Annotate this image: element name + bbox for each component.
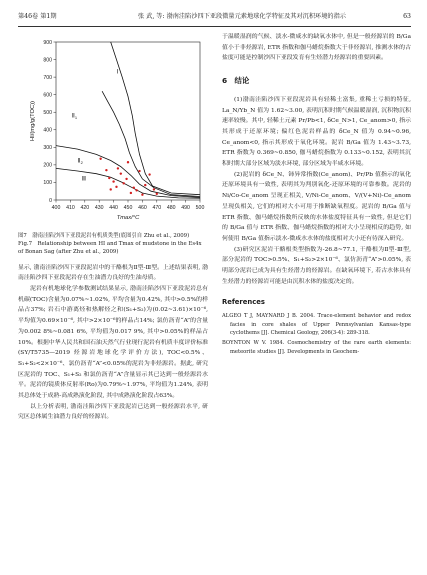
data-point — [115, 186, 117, 188]
data-point — [156, 193, 158, 195]
data-point — [153, 188, 155, 190]
x-tick-label: 490 — [181, 205, 190, 211]
conclusion-paragraph: (1)渤南洼陷沙四下亚段泥岩具有轻稀土富集, 重稀土亏损的特征, La_N/Yb_N 值为 1.62~3.00, 表明沉积时期气候温暖湿润, 沉积物沉积速率较慢。其中, 轻稀土元素 Pr/Pb<1, δCe_N>1, Ce_anom>0, 指示其形成于还原环境; 偏红色泥岩样品的 δCe_N 值为 0.94~0.96, Ce_anom<0, 指示其形成于氧化环境。泥岩 B/Ga 值为 1.43~3.73, ETR 指数为 0.369~0.850, 伽马蜡烷指数为 0.133~0.152, 表明其沉积时期大部分区域为淡水环境, 部分区域为半咸水环境。 — [222, 96, 411, 168]
body-paragraph: 以上分析表明, 渤南洼陷沙四下亚段泥岩已达到一般烃源岩水平, 研究区总体属生油潜力良好的烃源岩。 — [18, 403, 208, 421]
data-point — [144, 184, 146, 186]
boundary-curve — [111, 42, 200, 195]
running-title: 张 武, 等: 渤南洼陷沙四下亚段微量元素地球化学特征及其对沉积环境的指示 — [138, 13, 346, 20]
region-label: Ⅰ — [116, 68, 119, 76]
y-tick-label: 900 — [43, 39, 52, 46]
figure-caption-en: Fig.7 Relationship between HI and Tmax of mudstone in the Es4x of Bonan Sag (after Zhu et al., 2009) — [18, 241, 202, 256]
right-column — [222, 32, 411, 358]
x-tick-label: 450 — [123, 205, 133, 211]
conclusion-paragraph: (2)泥岩的 δCe_N、铈异常指数(Ce_anom)、Pr/Pb 值指示的氧化还原环境具有一致性, 表明其为判别氧化-还原环境的可靠参数。泥岩的 Ni/Co-Ce_anom 呈现正相关, V/Ni-Ce_anom、V/(V+Ni)-Ce_anom 呈现负相关, 它们的相对大小可用于推断缺氧程度。泥岩的 B/Ga 值与 ETR 指数、伽马蜡烷指数所反映的水体盐度特征具有一致性, 但是它们的 B/Ga 值与 ETR 指数、伽马蜡烷指数的相对大小呈现相反的趋势, 如何使用 B/Ga 值指示淡水-微咸水水体的盐度相对大小还有待深入研究。 — [222, 171, 411, 242]
body-paragraph: 显示, 渤南洼陷沙四下亚段泥岩中的干酪根为Ⅱ型-Ⅲ型。上述结果表明, 渤南洼陷沙四下亚段泥岩存在生油潜力良好的生油母质。 — [18, 264, 208, 282]
data-point — [127, 161, 129, 163]
x-axis-label: Tmax/°C — [116, 215, 140, 221]
boundary-curve — [56, 146, 200, 198]
data-point — [108, 177, 110, 179]
region-label: $Ⅱ_2$ — [77, 157, 83, 165]
page-number: 63 — [403, 13, 411, 20]
data-point — [99, 158, 101, 160]
page-header — [18, 10, 411, 24]
region-label-subscript: 2 — [80, 159, 83, 165]
y-axis-label: HI/(mg/g(TOC)) — [30, 100, 36, 142]
data-point — [141, 194, 143, 196]
y-tick-label: 500 — [43, 110, 52, 117]
data-point — [105, 169, 107, 171]
y-tick-label: 300 — [43, 145, 52, 152]
journal-volume: 第46卷 第1期 — [18, 13, 57, 20]
conclusion-paragraph: (3)研究区泥岩干酪根类型指数为-26.8~77.1, 干酪根为Ⅱ型-Ⅲ型, 部分泥岩的 TOC>0.5%、S₁+S₂>2×10⁻⁶、氯仿沥青“A”>0.05%, 表明部分泥岩已成为具有生烃潜力的烃源岩。在缺氧环境下, 若古水体具有生烃潜力的烃源岩可能是由沉积水体的盐度决定的。 — [222, 246, 411, 285]
figure-7 — [18, 32, 208, 230]
left-column — [18, 32, 208, 423]
body-paragraph: 泥岩有机地球化学参数测试结果显示, 渤南洼陷沙四下亚段泥岩总有机碳(TOC)含量为0.07%~1.02%, 平均含量为0.42%, 其中>0.5%的样品占37%; 岩石中游离烃和热解烃之和(S₁+S₂)为(0.02~3.61)×10⁻⁶, 平均值为0.69×10⁻⁶, 其中>2×10⁻⁶的样品占14%; 氯仿沥青“A”的含量为0.002 8%~0.081 6%, 平均值为0.017 9%, 其中>0.05%的样品占10%。根据中华人民共和国石油天然气行业现行泥岩有机质丰度评价标准(SY/T5735—2019 烃源岩地球化学评价方法), TOC<0.5%、S₁+S₂<2×10⁻⁶、氯仿沥青“A”<0.05%的泥岩为非烃源岩。据此, 研究区泥岩的 TOC、S₁+S₂ 和氯仿沥青“A”含量显示其已达到一般烃源岩水平。泥岩的镜质体反射率(Ro)为0.79%~1.97%, 平均值为1.24%, 表明其总体处于成熟-高成熟演化阶段, 其中成熟演化阶段占63%。 — [18, 286, 208, 400]
y-tick-label: 100 — [43, 180, 52, 187]
region-label-subscript: 1 — [74, 114, 78, 120]
x-tick-label: 480 — [166, 205, 176, 211]
data-point — [112, 180, 114, 182]
x-tick-label: 460 — [138, 205, 147, 211]
data-point — [130, 192, 132, 194]
x-tick-label: 500 — [195, 205, 205, 211]
reference-item: ALGEO T J, MAYNARD J B. 2004. Trace-element behavior and redox facies in core shales of Upper Pennsylvanian Kansas-type cyclothems [J]. Chemical Geology, 206(3-4): 289-318. — [222, 313, 411, 336]
figure-caption — [18, 232, 208, 257]
figure-caption-zh: 图7 渤南洼陷沙四下亚段泥岩有机质类型(底图引自 Zhu et al., 2009) — [18, 233, 190, 239]
data-point — [138, 170, 140, 172]
references-heading: References — [222, 298, 265, 307]
header-rule — [18, 26, 411, 27]
data-point — [135, 189, 137, 191]
section-heading: 6 结论 — [222, 76, 250, 86]
body-paragraph: 于温暖湿润的气候、淡水-微咸水的缺氧水体中, 但是一般烃源岩的 B/Ga 值小于非烃源岩, ETR 指数和伽马蜡烷指数大于非烃源岩, 推测水体的古盐度可能是控制沙四下亚段发育有生烃潜力烃源岩的重要因素。 — [222, 34, 411, 62]
x-tick-label: 440 — [109, 205, 118, 211]
y-tick-label: 0 — [49, 197, 52, 204]
data-point — [133, 187, 135, 189]
y-tick-label: 700 — [43, 74, 52, 81]
data-point — [148, 173, 150, 175]
y-tick-label: 800 — [43, 57, 52, 64]
data-point — [110, 188, 112, 190]
region-label: Ⅲ — [81, 175, 87, 183]
y-tick-label: 600 — [43, 92, 52, 99]
hi-tmax-chart — [18, 32, 208, 230]
plot-frame — [56, 42, 200, 200]
x-tick-label: 430 — [94, 205, 104, 211]
data-point — [117, 167, 119, 169]
y-tick-label: 200 — [43, 162, 52, 169]
y-tick-label: 400 — [43, 127, 52, 134]
x-tick-label: 470 — [152, 205, 162, 211]
boundary-curve — [102, 91, 200, 196]
region-label: $Ⅱ_1$ — [71, 112, 78, 120]
reference-item: BOYNTON W V. 1984. Cosmochemistry of the rare earth elements: meteorite studies [J]. Developments in Geochem- — [222, 340, 411, 355]
data-point — [125, 178, 127, 180]
data-point — [120, 172, 122, 174]
x-tick-label: 410 — [66, 205, 75, 211]
x-tick-label: 400 — [51, 205, 61, 211]
x-tick-label: 420 — [80, 205, 90, 211]
data-point — [122, 182, 124, 184]
